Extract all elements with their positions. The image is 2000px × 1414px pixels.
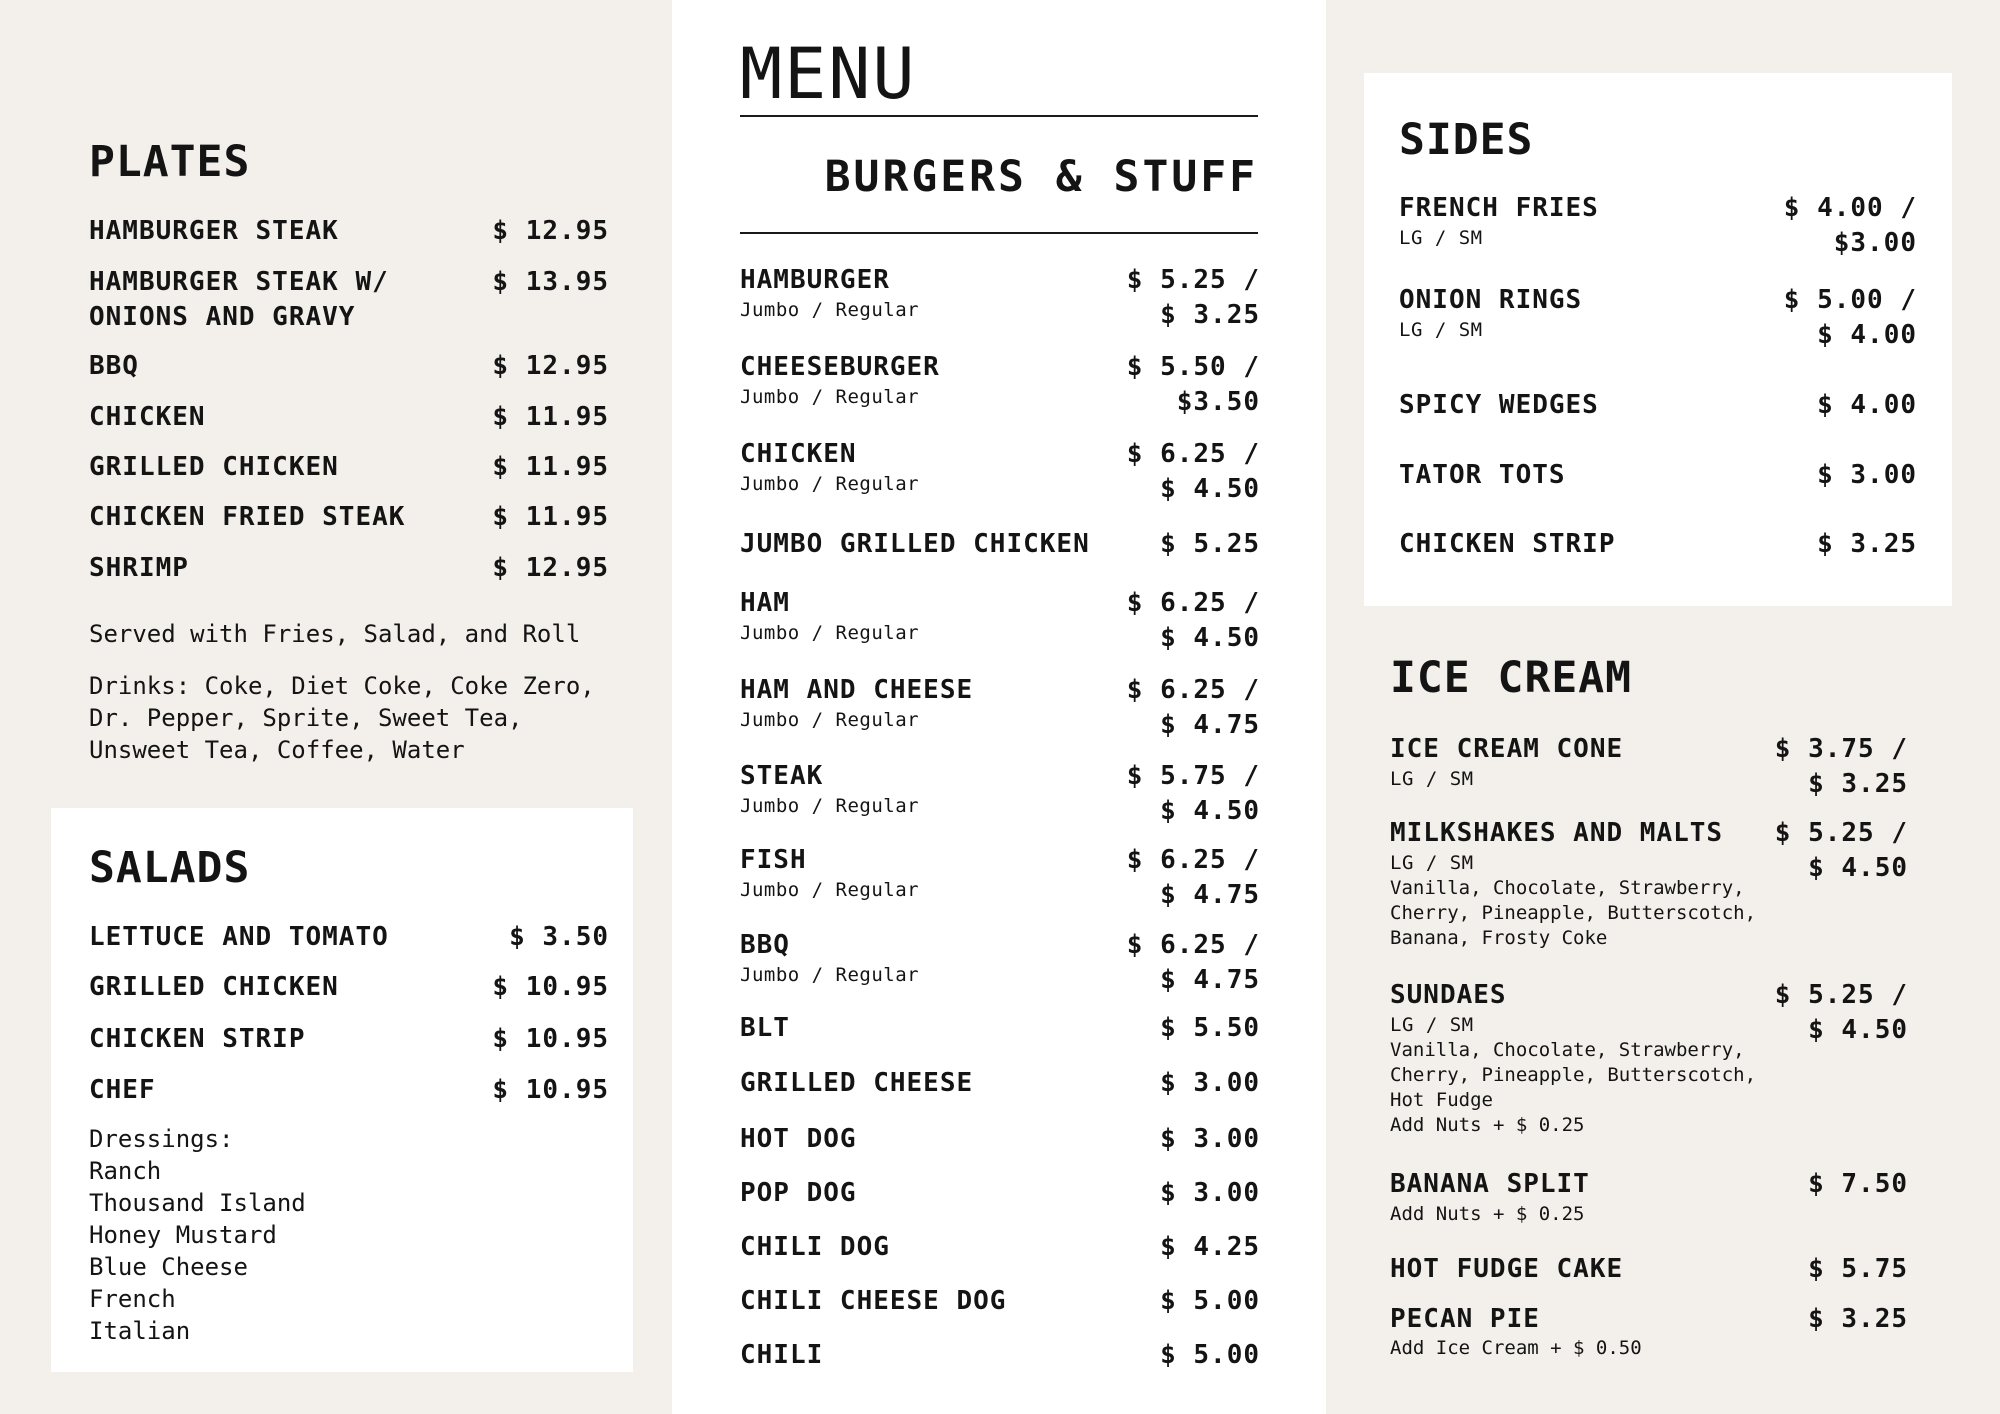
list-item — [740, 586, 1260, 656]
item-name: STEAK — [740, 761, 824, 791]
item-price: $ 5.75 — [1808, 1254, 1908, 1284]
item-name: HAMBURGER — [740, 265, 890, 295]
menu-title: MENU — [740, 33, 917, 115]
sides-heading: SIDES — [1399, 115, 1534, 165]
item-price: $ 6.25 / $ 4.75 — [1126, 930, 1260, 995]
item-name: JUMBO GRILLED CHICKEN — [740, 529, 1090, 559]
list-item — [740, 1176, 1260, 1211]
item-price: $ 6.25 / $ 4.75 — [1126, 675, 1260, 740]
item-name: BLT — [740, 1013, 790, 1043]
list-item — [740, 1338, 1260, 1373]
item-sub: Jumbo / Regular — [740, 473, 920, 495]
item-name: CHILI — [740, 1340, 824, 1370]
list-item — [740, 1066, 1260, 1101]
item-price: $ 11.95 — [492, 402, 609, 432]
item-desc: Vanilla, Chocolate, Strawberry, Cherry, Pineapple, Butterscotch, Banana, Frosty Coke — [1390, 877, 1757, 949]
item-name: FISH — [740, 845, 807, 875]
item-name: ONION RINGS — [1399, 285, 1583, 315]
list-item — [740, 1122, 1260, 1157]
list-item — [740, 263, 1260, 333]
list-item — [1390, 1167, 1908, 1227]
list-item — [740, 843, 1260, 913]
item-price: $ 5.00 / $ 4.00 — [1783, 285, 1917, 350]
list-item — [740, 437, 1260, 507]
list-item — [1399, 283, 1917, 353]
item-name: HAMBURGER STEAK W/ ONIONS AND GRAVY — [89, 267, 389, 332]
item-name: CHILI DOG — [740, 1232, 890, 1262]
list-item — [89, 265, 609, 335]
list-item — [740, 1230, 1260, 1265]
item-sub: LG / SM — [1390, 768, 1474, 790]
item-price: $ 12.95 — [492, 216, 609, 246]
item-price: $ 5.00 — [1160, 1340, 1260, 1370]
item-price: $ 11.95 — [492, 502, 609, 532]
item-price: $ 3.00 — [1160, 1068, 1260, 1098]
item-sub: Jumbo / Regular — [740, 622, 920, 644]
list-item — [1390, 816, 1908, 951]
item-name: BBQ — [89, 351, 139, 381]
item-name: HAMBURGER STEAK — [89, 216, 339, 246]
list-item — [740, 1284, 1260, 1319]
item-price: $ 4.00 / $3.00 — [1783, 193, 1917, 258]
list-item — [740, 759, 1260, 829]
item-name: LETTUCE AND TOMATO — [89, 922, 389, 952]
item-price: $ 4.25 — [1160, 1232, 1260, 1262]
item-name: CHICKEN — [89, 402, 206, 432]
list-item — [89, 500, 609, 535]
list-item — [1390, 732, 1908, 802]
list-item — [1399, 388, 1917, 423]
item-name: HAM AND CHEESE — [740, 675, 974, 705]
item-price: $ 5.25 / $ 4.50 — [1774, 818, 1908, 883]
item-price: $ 5.50 — [1160, 1013, 1260, 1043]
item-name: ICE CREAM CONE — [1390, 734, 1624, 764]
item-price: $ 11.95 — [492, 452, 609, 482]
item-name: CHEF — [89, 1075, 156, 1105]
item-desc: Add Ice Cream + $ 0.50 — [1390, 1337, 1642, 1359]
list-item — [89, 450, 609, 485]
list-item — [1390, 1252, 1908, 1287]
item-name: BBQ — [740, 930, 790, 960]
list-item — [89, 970, 609, 1005]
item-price: $ 13.95 — [492, 267, 609, 297]
item-sub: Jumbo / Regular — [740, 879, 920, 901]
item-name: POP DOG — [740, 1178, 857, 1208]
item-name: HOT FUDGE CAKE — [1390, 1254, 1624, 1284]
list-item — [89, 400, 609, 435]
list-item — [1399, 191, 1917, 261]
list-item — [1390, 978, 1908, 1138]
item-sub: Jumbo / Regular — [740, 964, 920, 986]
item-price: $ 12.95 — [492, 351, 609, 381]
list-item — [89, 349, 609, 384]
item-name: MILKSHAKES AND MALTS — [1390, 818, 1724, 848]
item-name: CHICKEN FRIED STEAK — [89, 502, 406, 532]
list-item — [740, 928, 1260, 998]
item-name: CHICKEN — [740, 439, 857, 469]
item-desc: Vanilla, Chocolate, Strawberry, Cherry, Pineapple, Butterscotch, Hot Fudge Add Nuts + $ 0.25 — [1390, 1039, 1757, 1136]
item-price: $ 7.50 — [1808, 1169, 1908, 1199]
list-item — [1399, 458, 1917, 493]
item-name: PECAN PIE — [1390, 1304, 1540, 1334]
item-price: $ 6.25 / $ 4.50 — [1126, 588, 1260, 653]
item-sub: Jumbo / Regular — [740, 299, 920, 321]
item-price: $ 10.95 — [492, 1075, 609, 1105]
item-price: $ 3.00 — [1817, 460, 1917, 490]
item-price: $ 6.25 / $ 4.75 — [1126, 845, 1260, 910]
item-name: SPICY WEDGES — [1399, 390, 1599, 420]
item-price: $ 3.00 — [1160, 1178, 1260, 1208]
drinks-note: Drinks: Coke, Diet Coke, Coke Zero, Dr. Pepper, Sprite, Sweet Tea, Unsweet Tea, Coffee, Water — [89, 672, 595, 764]
item-name: HAM — [740, 588, 790, 618]
list-item — [1399, 527, 1917, 562]
item-name: GRILLED CHICKEN — [89, 972, 339, 1002]
list-item — [740, 527, 1260, 562]
plates-heading: PLATES — [89, 137, 251, 187]
salads-heading: SALADS — [89, 843, 251, 893]
item-name: SUNDAES — [1390, 980, 1507, 1010]
list-item — [1390, 1302, 1908, 1359]
title-rule — [740, 115, 1258, 117]
list-item — [740, 350, 1260, 420]
item-name: GRILLED CHEESE — [740, 1068, 974, 1098]
list-item — [740, 673, 1260, 743]
item-price: $ 5.00 — [1160, 1286, 1260, 1316]
item-sub: Jumbo / Regular — [740, 386, 920, 408]
item-sub: LG / SM — [1390, 852, 1474, 874]
item-price: $ 5.75 / $ 4.50 — [1126, 761, 1260, 826]
item-price: $ 3.50 — [509, 922, 609, 952]
item-price: $ 12.95 — [492, 553, 609, 583]
item-price: $ 5.50 / $3.50 — [1126, 352, 1260, 417]
served-note: Served with Fries, Salad, and Roll — [89, 620, 581, 648]
icecream-heading: ICE CREAM — [1390, 653, 1632, 703]
item-price: $ 5.25 — [1160, 529, 1260, 559]
item-price: $ 3.25 — [1817, 529, 1917, 559]
item-price: $ 10.95 — [492, 1024, 609, 1054]
item-price: $ 6.25 / $ 4.50 — [1126, 439, 1260, 504]
item-name: CHICKEN STRIP — [1399, 529, 1616, 559]
list-item — [89, 214, 609, 249]
item-price: $ 3.25 — [1808, 1304, 1908, 1334]
list-item — [89, 1073, 609, 1108]
item-name: TATOR TOTS — [1399, 460, 1566, 490]
menu-subtitle: BURGERS & STUFF — [824, 152, 1258, 202]
item-sub: Jumbo / Regular — [740, 795, 920, 817]
item-name: CHILI CHEESE DOG — [740, 1286, 1007, 1316]
item-name: FRENCH FRIES — [1399, 193, 1599, 223]
item-name: BANANA SPLIT — [1390, 1169, 1590, 1199]
list-item — [740, 1011, 1260, 1046]
dressings-note: Dressings: Ranch Thousand Island Honey Mustard Blue Cheese French Italian — [89, 1125, 306, 1345]
item-desc: Add Nuts + $ 0.25 — [1390, 1203, 1585, 1225]
item-sub: Jumbo / Regular — [740, 709, 920, 731]
item-sub: LG / SM — [1399, 227, 1483, 249]
item-name: GRILLED CHICKEN — [89, 452, 339, 482]
item-price: $ 5.25 / $ 4.50 — [1774, 980, 1908, 1045]
list-item — [89, 920, 609, 955]
item-name: CHICKEN STRIP — [89, 1024, 306, 1054]
item-price: $ 10.95 — [492, 972, 609, 1002]
item-name: HOT DOG — [740, 1124, 857, 1154]
item-price: $ 4.00 — [1817, 390, 1917, 420]
item-sub: LG / SM — [1390, 1014, 1474, 1036]
item-name: CHEESEBURGER — [740, 352, 940, 382]
item-price: $ 3.00 — [1160, 1124, 1260, 1154]
subtitle-rule — [740, 232, 1258, 234]
item-name: SHRIMP — [89, 553, 189, 583]
list-item — [89, 551, 609, 586]
list-item — [89, 1022, 609, 1057]
item-sub: LG / SM — [1399, 319, 1483, 341]
item-price: $ 3.75 / $ 3.25 — [1774, 734, 1908, 799]
item-price: $ 5.25 / $ 3.25 — [1126, 265, 1260, 330]
